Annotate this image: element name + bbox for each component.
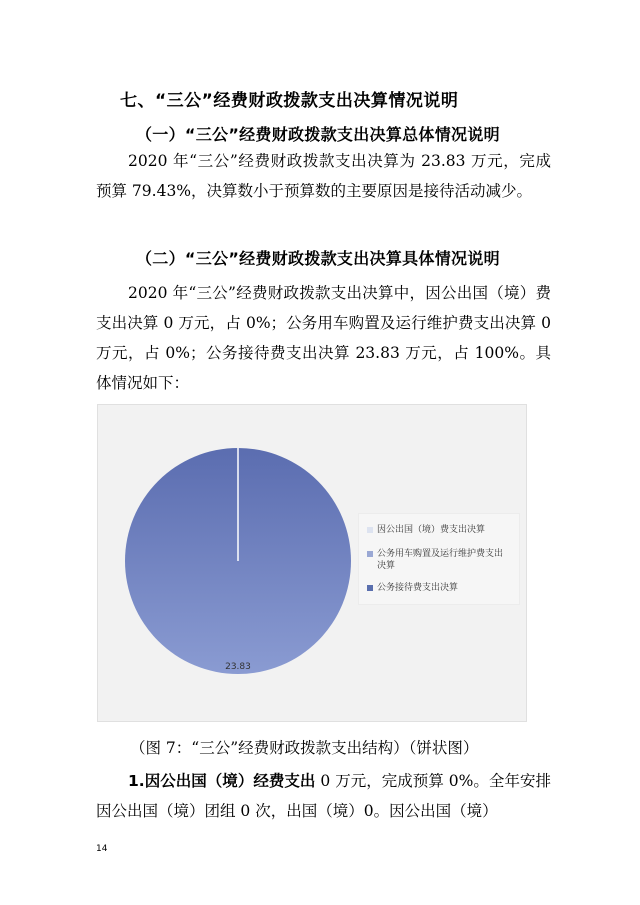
section-title: 七、“三公”经费财政拨款支出决算情况说明 [120,91,459,111]
data-label: 23.83 [225,662,251,672]
item-1-lead: 1.因公出国（境）经费支出 [128,772,316,790]
legend-swatch [367,527,373,533]
legend-item [367,582,507,594]
pie-chart [97,404,527,722]
legend-swatch [367,551,373,557]
subsection-2-heading: （二）“三公”经费财政拨款支出决算具体情况说明 [136,249,500,268]
item-1-paragraph [96,766,551,826]
figure-caption: （图 7：“三公”经费财政拨款支出结构）（饼状图） [130,739,479,757]
legend-label: 公务接待费支出决算 [377,583,459,593]
legend-label: 公务用车购置及运行维护费支出决算 [377,549,504,571]
chart-legend [358,513,520,605]
item-1-body: 0 万元，完成预算 0%。全年安排因公出国（境）团组 0 次，出国（境）0。因公出国（境） [96,772,551,820]
subsection-1-body: 2020 年“三公”经费财政拨款支出决算为 23.83 万元，完成预算 79.43%，决算数小于预算数的主要原因是接待活动减少。 [96,152,551,200]
subsection-2-body: 2020 年“三公”经费财政拨款支出决算中，因公出国（境）费支出决算 0 万元，占 0%；公务用车购置及运行维护费支出决算 0 万元，占 0%；公务接待费支出决算 23.83 万元，占 100%。具体情况如下： [96,284,551,392]
legend-label: 因公出国（境）费支出决算 [377,525,486,535]
legend-swatch [367,585,373,591]
subsection-1-heading: （一）“三公”经费财政拨款支出决算总体情况说明 [136,125,500,144]
page-number: 14 [96,844,108,854]
legend-item [367,548,507,572]
legend-item [367,524,507,536]
